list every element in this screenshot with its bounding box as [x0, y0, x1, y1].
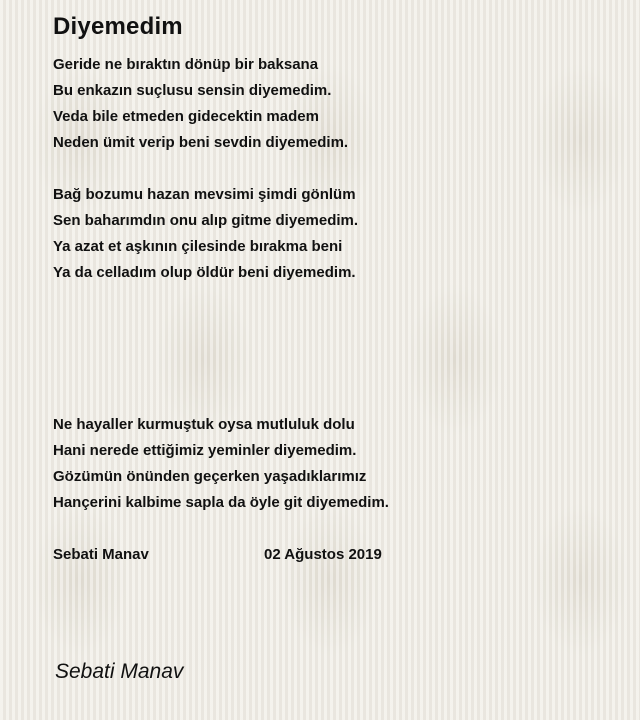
verse-line: Hançerini kalbime sapla da öyle git diyemedim. [53, 494, 389, 511]
verse-line: Hani nerede ettiğimiz yeminler diyemedim. [53, 442, 357, 459]
poem-stanza-3 [53, 412, 389, 516]
author-name-footer[interactable]: Sebati Manav [55, 660, 184, 683]
verse-line: Bağ bozumu hazan mevsimi şimdi gönlüm [53, 186, 356, 203]
verse-line: Bu enkazın suçlusu sensin diyemedim. [53, 82, 332, 99]
verse-line: Veda bile etmeden gidecektin madem [53, 108, 319, 125]
verse-line: Gözümün önünden geçerken yaşadıklarımız [53, 468, 367, 485]
poem-stanza-2 [53, 182, 358, 286]
poem-date: 02 Ağustos 2019 [264, 546, 382, 563]
verse-line: Neden ümit verip beni sevdin diyemedim. [53, 134, 349, 151]
signature-author: Sebati Manav [53, 546, 149, 563]
verse-line: Geride ne bıraktın dönüp bir baksana [53, 56, 319, 73]
verse-line: Sen baharımdın onu alıp gitme diyemedim. [53, 212, 359, 229]
verse-line: Ne hayaller kurmuştuk oysa mutluluk dolu [53, 416, 355, 433]
verse-line: Ya da celladım olup öldür beni diyemedim. [53, 264, 356, 281]
verse-line: Ya azat et aşkının çilesinde bırakma beni [53, 238, 343, 255]
poem-signature [53, 542, 382, 568]
poem-title: Diyemedim [53, 13, 183, 40]
poem-stanza-1 [53, 52, 348, 156]
